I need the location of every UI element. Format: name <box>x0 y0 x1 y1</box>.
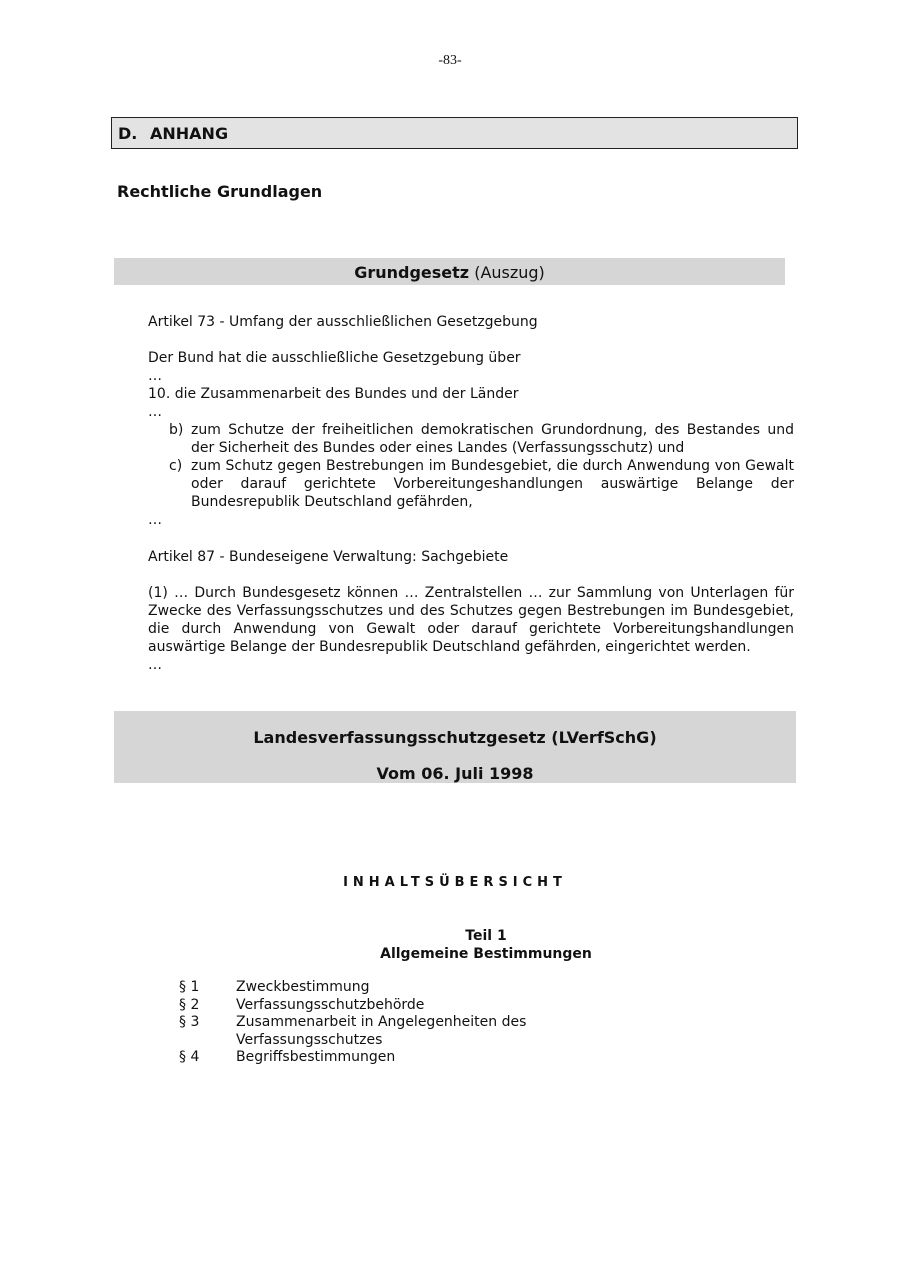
grundgesetz-title-suffix: (Auszug) <box>469 263 545 282</box>
section-heading <box>111 117 798 149</box>
article-87 <box>148 548 794 674</box>
lverfschg-title-band <box>114 711 796 783</box>
list-item-label: b) <box>169 422 184 438</box>
list-item-text: zum Schutze der freiheitlichen demokratischen Grundordnung, des Bestandes und der Sicherheit des Bundes oder eines Landes (Verfassungsschutz) und <box>191 422 794 456</box>
ellipsis: … <box>148 368 162 384</box>
list-item-text: zum Schutz gegen Bestrebungen im Bundesgebiet, die durch Anwendung von Gewalt oder darauf gerichtete Vorbereitungeshandlungen auswärtige Belange der Bundesrepublik Deutschland gefährden, <box>191 458 794 510</box>
lverfschg-title: Landesverfassungsschutzgesetz (LVerfSchG) <box>253 728 657 747</box>
subheading: Rechtliche Grundlagen <box>117 182 323 201</box>
section-number: D. <box>118 124 138 143</box>
article-73-point-10: 10. die Zusammenarbeit des Bundes und der Länder <box>148 386 519 402</box>
article-73-heading: Artikel 73 - Umfang der ausschließlichen Gesetzgebung <box>148 314 538 330</box>
ellipsis: … <box>148 512 162 528</box>
grundgesetz-title: Grundgesetz <box>354 263 470 282</box>
toc-part-heading <box>0 927 900 963</box>
list-item <box>148 421 794 457</box>
article-87-text: (1) … Durch Bundesgesetz können … Zentralstellen … zur Sammlung von Unterlagen für Zwecke des Verfassungsschutzes und des Schutzes gegen Bestrebungen im Bundesgebiet, die durch Anwendung von Gewalt oder darauf gerichtete Vorbereitungshandlungen auswärtige Belange der Bundesrepublik Deutschland gefährden, eingerichtet werden. <box>148 585 794 655</box>
article-87-heading: Artikel 87 - Bundeseigene Verwaltung: Sachgebiete <box>148 549 509 565</box>
toc-list <box>179 979 536 1067</box>
toc-entry-section: § 3 <box>179 1014 200 1030</box>
ellipsis: … <box>148 657 162 673</box>
list-item-label: c) <box>169 458 183 474</box>
grundgesetz-title-band <box>114 258 785 285</box>
toc-part-number: Teil 1 <box>465 928 507 944</box>
toc-entry-section: § 1 <box>179 979 200 995</box>
page-number: -83- <box>438 53 462 68</box>
toc-entry <box>179 1049 536 1067</box>
ellipsis: … <box>148 404 162 420</box>
toc-entry <box>179 1014 536 1049</box>
toc-entry-section: § 2 <box>179 996 200 1013</box>
toc-title: INHALTSÜBERSICHT <box>343 875 567 890</box>
toc-entry-text: Zusammenarbeit in Angelegenheiten des Verfassungsschutzes <box>236 1014 527 1048</box>
toc-entry-text: Begriffsbestimmungen <box>236 1049 396 1065</box>
section-title: ANHANG <box>150 124 229 143</box>
lverfschg-date: Vom 06. Juli 1998 <box>376 764 534 783</box>
toc-part-title: Allgemeine Bestimmungen <box>380 946 592 962</box>
article-73-intro: Der Bund hat die ausschließliche Gesetzgebung über <box>148 350 521 366</box>
toc-entry <box>179 979 536 997</box>
toc-entry <box>179 997 536 1015</box>
toc-entry-text: Verfassungsschutzbehörde <box>236 996 425 1013</box>
toc-entry-text: Zweckbestimmung <box>236 979 370 995</box>
toc-entry-section: § 4 <box>179 1049 200 1065</box>
article-73 <box>148 313 794 529</box>
list-item <box>148 457 794 511</box>
